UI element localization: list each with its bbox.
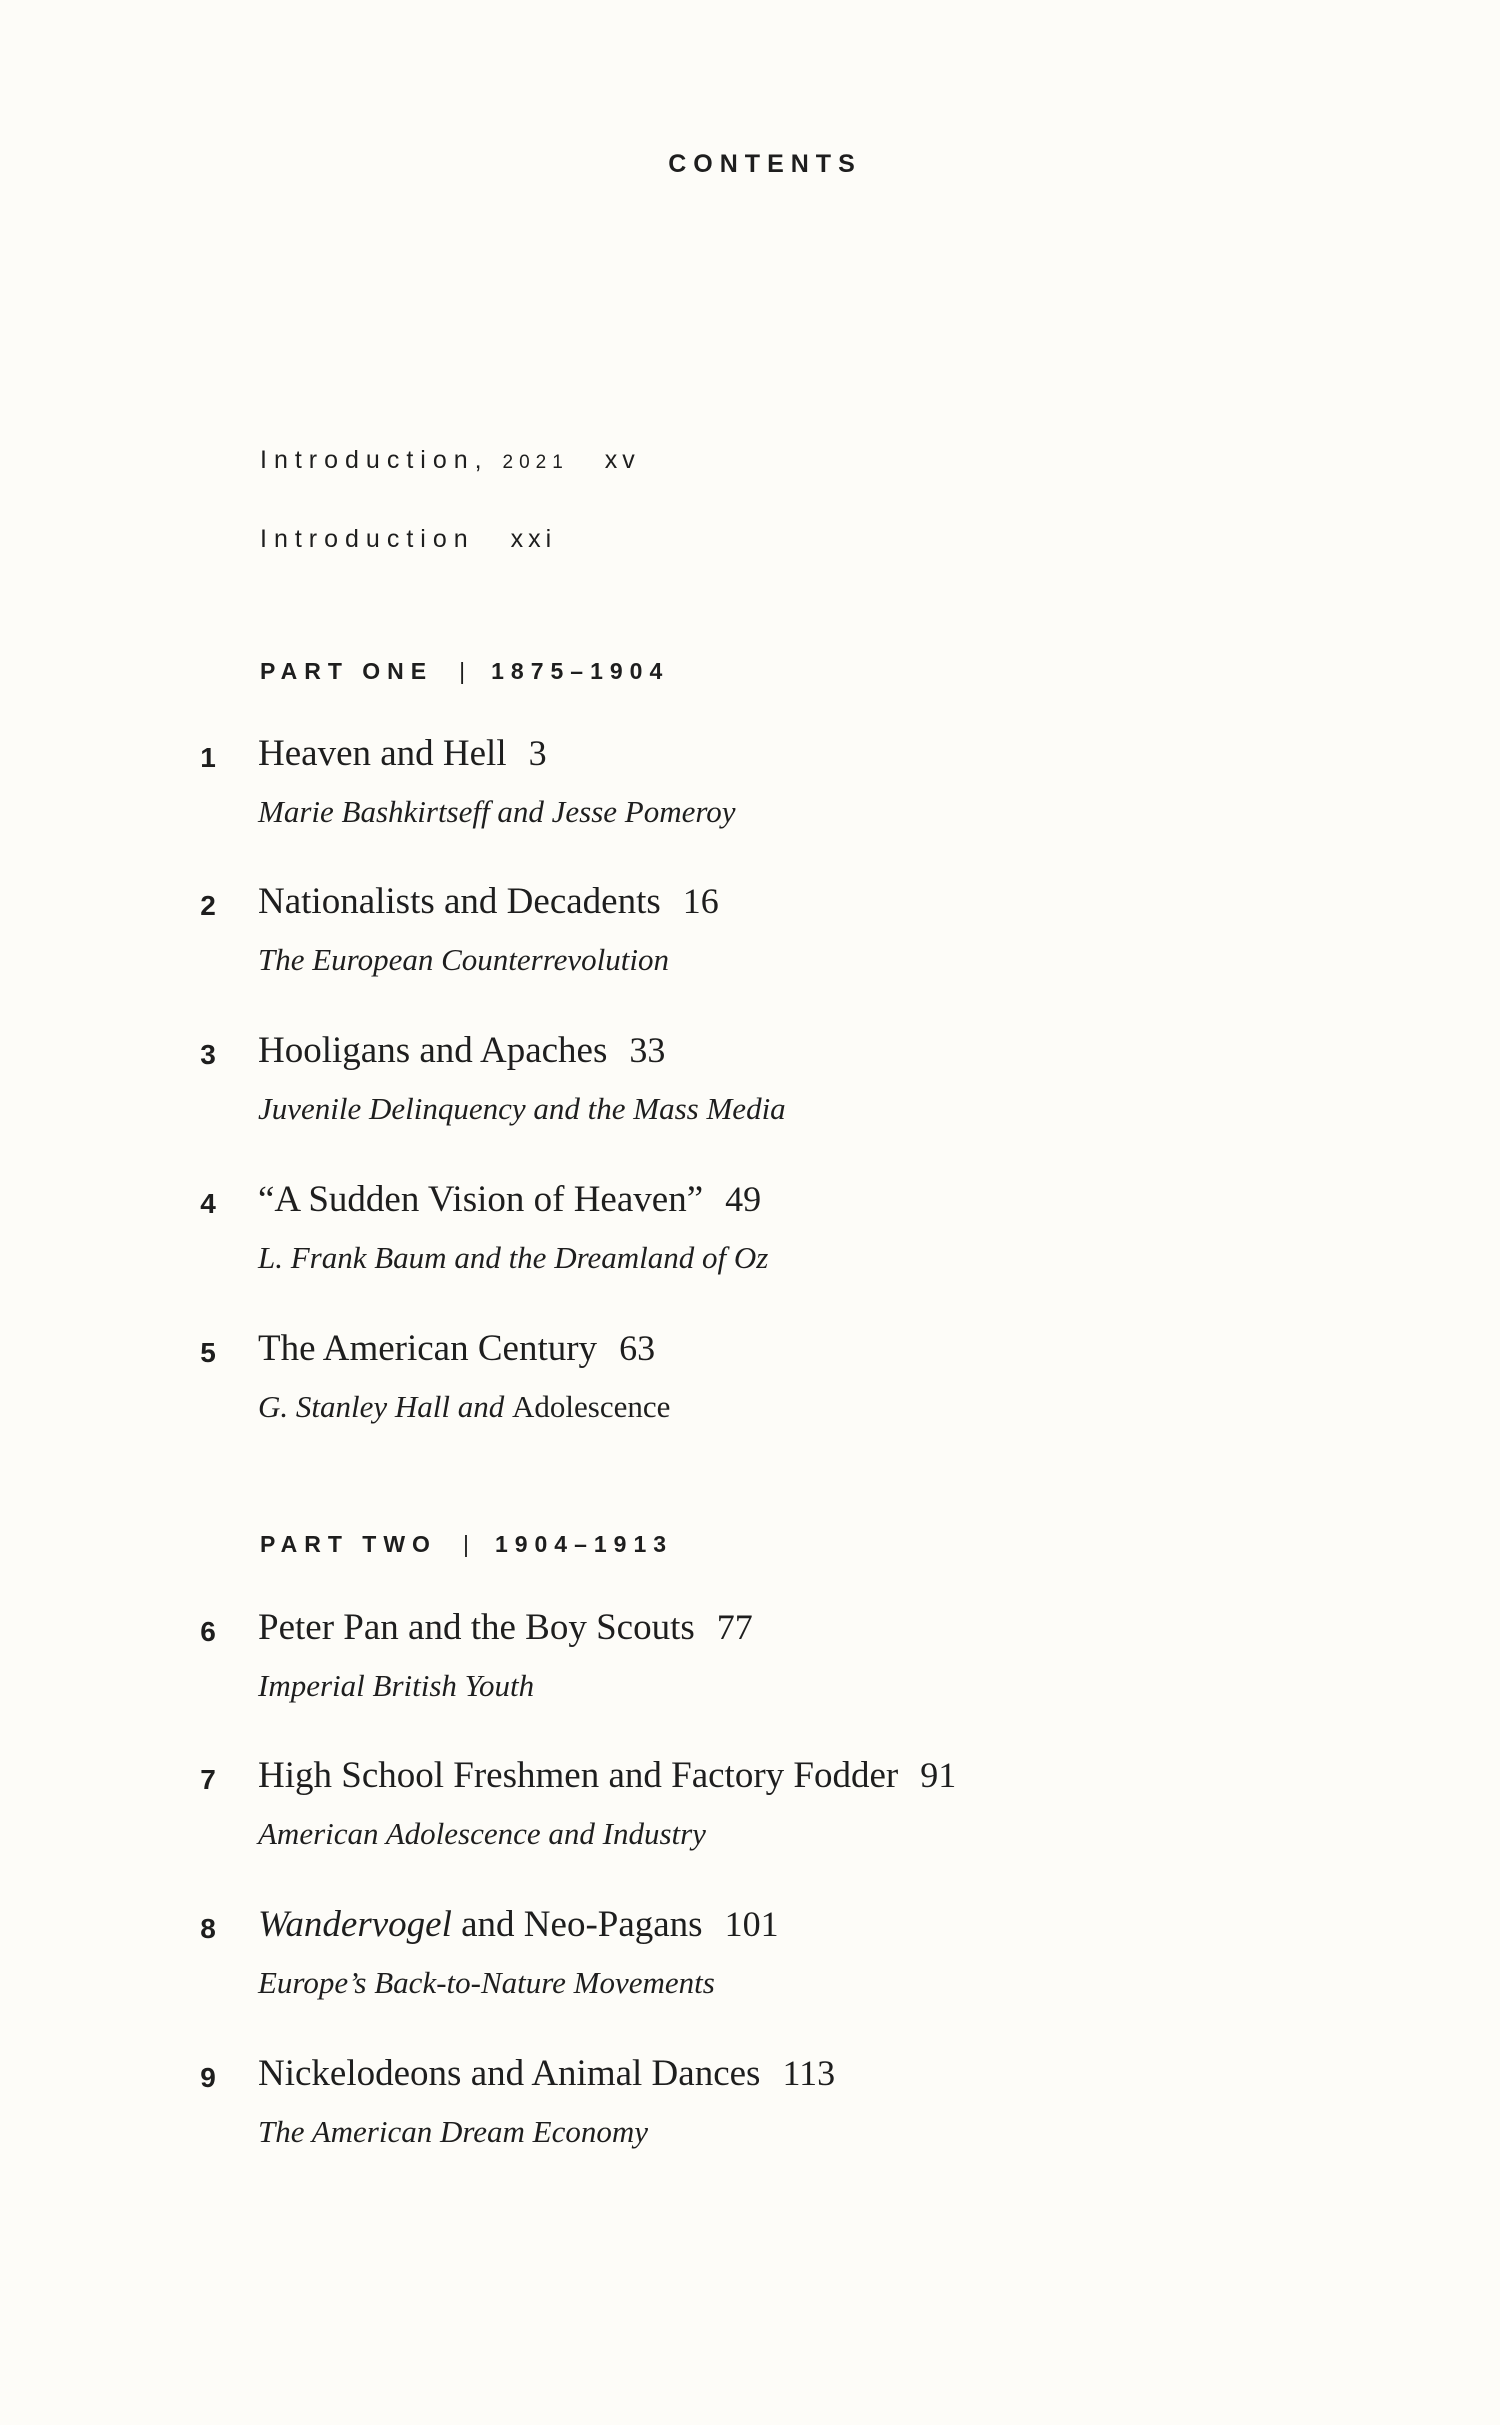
chapter-page-number: 113: [782, 2053, 836, 2093]
intro-entry[interactable]: [260, 525, 556, 554]
chapter-subtitle-roman: Adolescence: [512, 1389, 671, 1424]
chapter-title-italic: Wandervogel: [258, 1904, 452, 1945]
chapter-title-line: [258, 2052, 835, 2095]
chapter-subtitle: [258, 1389, 670, 1425]
chapter-page-number: 16: [682, 881, 719, 921]
chapter-subtitle: The European Counterrevolution: [258, 942, 669, 977]
part-label: PART ONE: [260, 658, 434, 684]
chapter-number: 2: [200, 890, 216, 921]
part-years: 1875–1904: [491, 658, 670, 684]
intro-year: 2021: [502, 452, 569, 473]
chapter-number: 9: [200, 2062, 216, 2093]
chapter-page-number: 101: [724, 1904, 779, 1944]
chapter-number: 4: [200, 1188, 216, 1219]
chapter-title-line: [258, 732, 547, 775]
chapter-title-line: [258, 1606, 753, 1649]
chapter-number: 3: [200, 1039, 216, 1070]
chapter-title-line: [258, 1029, 665, 1072]
chapter-page-number: 33: [629, 1030, 666, 1070]
chapter-subtitle: L. Frank Baum and the Dreamland of Oz: [258, 1240, 769, 1275]
part-one-heading: [260, 658, 669, 685]
chapter-title: Nickelodeons and Animal Dances: [258, 2053, 761, 2094]
intro-label: Introduction: [260, 525, 475, 553]
chapter-number: 5: [200, 1337, 216, 1368]
intro-label: Introduction,: [260, 446, 489, 474]
chapter-title: and Neo-Pagans: [461, 1904, 703, 1945]
chapter-subtitle: Juvenile Delinquency and the Mass Media: [258, 1091, 786, 1126]
chapter-title-line: [258, 1327, 655, 1370]
chapter-title: Nationalists and Decadents: [258, 881, 661, 922]
chapter-subtitle: Europe’s Back-to-Nature Movements: [258, 1965, 715, 2000]
chapter-title-line: [258, 1754, 956, 1797]
chapter-subtitle: Imperial British Youth: [258, 1668, 535, 1703]
part-separator: |: [459, 658, 466, 684]
chapter-subtitle: Marie Bashkirtseff and Jesse Pomeroy: [258, 794, 736, 829]
chapter-number: 1: [200, 742, 216, 773]
chapter-page-number: 3: [528, 733, 547, 773]
intro-entry-2021[interactable]: [260, 446, 640, 475]
part-separator: |: [462, 1531, 469, 1557]
chapter-title: The American Century: [258, 1328, 598, 1369]
chapter-page-number: 77: [716, 1607, 753, 1647]
chapter-title: Peter Pan and the Boy Scouts: [258, 1607, 695, 1648]
chapter-number: 7: [200, 1764, 216, 1795]
intro-page-number: xxi: [510, 525, 557, 553]
chapter-number: 8: [200, 1913, 216, 1944]
chapter-title: Heaven and Hell: [258, 733, 507, 774]
intro-page-number: xv: [604, 446, 640, 474]
chapter-page-number: 49: [725, 1179, 762, 1219]
chapter-title: High School Freshmen and Factory Fodder: [258, 1755, 899, 1796]
chapter-title: Hooligans and Apaches: [258, 1030, 608, 1071]
chapter-title-line: [258, 1178, 761, 1221]
chapter-title-line: [258, 1903, 779, 1946]
part-two-heading: [260, 1531, 673, 1558]
chapter-subtitle: American Adolescence and Industry: [258, 1816, 706, 1851]
chapter-number: 6: [200, 1616, 216, 1647]
part-years: 1904–1913: [494, 1531, 674, 1557]
chapter-title: “A Sudden Vision of Heaven”: [258, 1179, 704, 1220]
part-label: PART TWO: [260, 1531, 437, 1557]
chapter-page-number: 63: [619, 1328, 656, 1368]
chapter-subtitle-italic: G. Stanley Hall and: [258, 1389, 505, 1424]
page-title: CONTENTS: [668, 150, 862, 178]
chapter-subtitle: The American Dream Economy: [258, 2114, 648, 2149]
chapter-page-number: 91: [920, 1755, 957, 1795]
chapter-title-line: [258, 880, 719, 923]
